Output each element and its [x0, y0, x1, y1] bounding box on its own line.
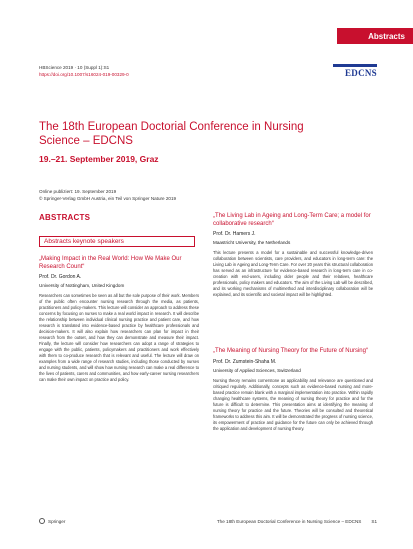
- journal-meta: [39, 64, 129, 78]
- abstract-title: „The Living Lab in Ageing and Long-Term Care; a model for collaborative research“: [213, 213, 371, 227]
- right-column-abstract-2: [213, 348, 373, 432]
- abstract-body: This lecture presents a model for a sustainable and successful knowledge-driven collaboration between scientists, care providers, and educators in long-term care: the Living Lab in Ageing and Long-Term Care. For over 20 years this structural collaboration has served as an infrastructure for evidence-based research in long-term care in co-creation with end-users, including older people and their relatives, healthcare professionals, policy makers and educators. The aim of the Living Lab will be described, and its working mechanisms of multimethod and interdisciplinary collaboration will be explained, and its scientific and societal impact will be highlighted.: [213, 250, 373, 297]
- online-date: Online publiziert: 19. September 2019: [39, 189, 117, 194]
- abstract-body: Nursing theory remains cornerstone as applicability and relevance are questioned and critiqued regularly. Additionally, concepts such as evidence-based nursing and more-based practice remain blank with a marginal implementation into practice. Within rapidly changing healthcare systems, the meaning of nursing theory for practice and for the future is difficult to determine. This presentation aims at identifying the meaning of nursing theory for practice and the future. Theories will be consulted and theoretical frameworks to address this aim. It will be demonstrated the progress of nursing science, its empowerment of practice and guidance for the future can only be achieved through the application and development of nursing theory.: [213, 377, 373, 431]
- abstract-affiliation: Maastricht University, the Netherlands: [213, 240, 291, 245]
- running-title: The 18th European Doctorial Conference in Nursing Science – EDCNS: [216, 518, 362, 524]
- abstract-author: Prof. Dr. Gordon A.: [39, 274, 82, 280]
- publisher-name: Springer: [48, 518, 66, 524]
- conference-dates: 19.–21. September 2019, Graz: [39, 154, 159, 164]
- conference-title: The 18th European Doctorial Conference in Nursing Science – EDCNS: [39, 121, 304, 147]
- abstract-title: „Making Impact in the Real World: How We Make Our Research Count“: [39, 256, 182, 270]
- abstract-title: „The Meaning of Nursing Theory for the Future of Nursing“: [213, 348, 368, 354]
- publisher-mark: [39, 518, 65, 524]
- logo-text: EDCNS: [344, 68, 377, 78]
- page-number: S1: [371, 518, 377, 524]
- section-tab: Abstracts: [337, 28, 413, 44]
- abstract-affiliation: University of Applied Sciences, Switzerland: [213, 367, 301, 373]
- edcns-logo: [333, 64, 377, 78]
- page-footer: [39, 516, 377, 526]
- abstract-author: Prof. Dr. Hamers J.: [213, 231, 256, 237]
- logo-bar: [333, 64, 377, 67]
- springer-horse-icon: [39, 518, 45, 524]
- footer-right: [217, 519, 377, 524]
- copyright: © Springer-Verlag GmbH Austria, ein Teil von Springer Nature 2019: [39, 196, 177, 201]
- journal-ref: HBScience 2019 · 10 (Suppl 1):S1: [39, 65, 110, 70]
- abstract-author: Prof. Dr. Zumstein-Shaha M.: [213, 358, 277, 365]
- right-column-abstract-1: [213, 213, 373, 298]
- abstract-body: Researchers can sometimes be seen as all but the sole purpose of their work. Members of the public often encounter nursing research through the media, as patients, practitioners and policy-makers. This lecture will consider an approach to address these concerns by focusing on nurses to make a real world impact in research. It will describe the relationship between individual clinical nursing practice and patient care, and how research is translated into evidence-based practice by healthcare professionals and decision-makers. It will also explain how researchers can plan for impact in their research from the outset, and how they can demonstrate and measure their impact. Finally, the lecture will consider how researchers can adopt a range of strategies to engage with the public, patients, policymakers and practitioners and work effectively with them to co-produce research that is relevant and useful. The lecture will draw on examples from a wide range of research studies, including those conducted by nurses and nursing students, and will show how nursing research can make a real difference to the lives of patients, carers and communities, and how early-career nursing researchers can make their own impact on practice and policy.: [39, 293, 199, 382]
- abstract-affiliation: University of Nottingham, United Kingdom: [39, 283, 125, 288]
- doi-link[interactable]: https://doi.org/10.1007/s16024-019-00329-0: [39, 72, 129, 77]
- left-column: [39, 256, 199, 383]
- abstracts-heading: ABSTRACTS: [39, 213, 91, 222]
- publication-info: [39, 188, 176, 202]
- keynote-box: Abstracts keynote speakers: [39, 236, 195, 247]
